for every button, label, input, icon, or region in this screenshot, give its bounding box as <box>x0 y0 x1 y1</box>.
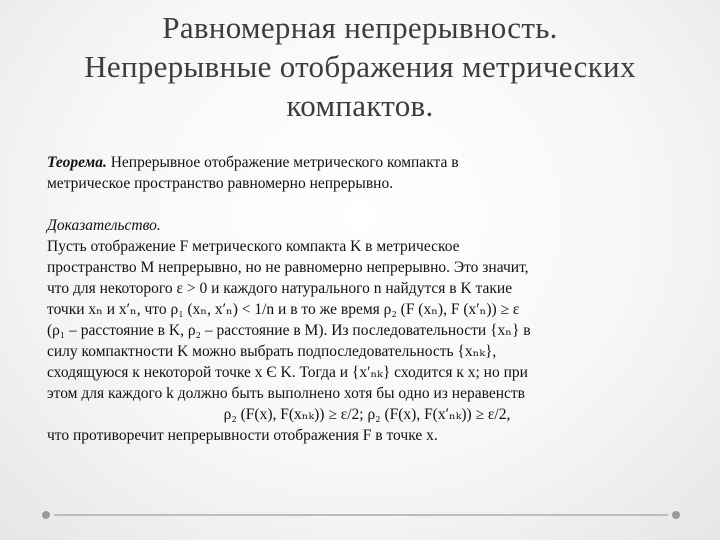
paragraph-gap <box>47 194 687 215</box>
proof-conclusion: что противоречит непрерывности отображения F в точке x. <box>47 427 438 444</box>
title-line-3: компактов. <box>286 88 434 123</box>
proof-line-5: (ρ₁ – расстояние в K, ρ₂ – расстояние в M). Из последовательности {xₙ} в <box>47 322 531 339</box>
title-line-1: Равномерная непрерывность. <box>162 10 558 45</box>
proof-line-7: сходящуюся к некоторой точке x Є K. Тогда и {x′ₙₖ} сходится к x; но при <box>47 364 528 381</box>
proof-line-4: точки xₙ и x′ₙ, что ρ₁ (xₙ, x′ₙ) < 1/n и в то же время ρ₂ (F (xₙ), F (x′ₙ)) ≥ ε <box>47 301 520 318</box>
proof-line-1: Пусть отображение F метрического компакта K в метрическое <box>47 238 460 255</box>
footer-dot-right <box>672 511 680 519</box>
proof-line-6: силу компактности K можно выбрать подпоследовательность {xₙₖ}, <box>47 343 497 360</box>
theorem-label: Теорема. <box>47 154 107 171</box>
proof-line-3: что для некоторого ε > 0 и каждого натурального n найдутся в K такие <box>47 280 513 297</box>
proof-heading: Доказательство. <box>47 217 161 234</box>
theorem-line-1 <box>47 152 687 173</box>
footer-dot-left <box>42 511 50 519</box>
theorem-text-1: Непрерывное отображение метрического компакта в <box>106 154 459 171</box>
theorem-line-2: метрическое пространство равномерно непрерывно. <box>47 175 394 192</box>
proof-line-2: пространство M непрерывно, но не равномерно непрерывно. Это значит, <box>47 259 529 276</box>
proof-line-8: этом для каждого k должно быть выполнено хотя бы одно из неравенств <box>47 385 525 402</box>
footer-decoration <box>42 509 680 521</box>
title-line-2: Непрерывные отображения метрических <box>84 49 636 84</box>
proof-formula: ρ₂ (F(x), F(xₙₖ)) ≥ ε/2; ρ₂ (F(x), F(x′ₙₖ)) ≥ ε/2, <box>223 406 511 423</box>
slide-title <box>20 8 700 125</box>
slide-body <box>47 152 687 446</box>
footer-rule <box>54 514 668 516</box>
